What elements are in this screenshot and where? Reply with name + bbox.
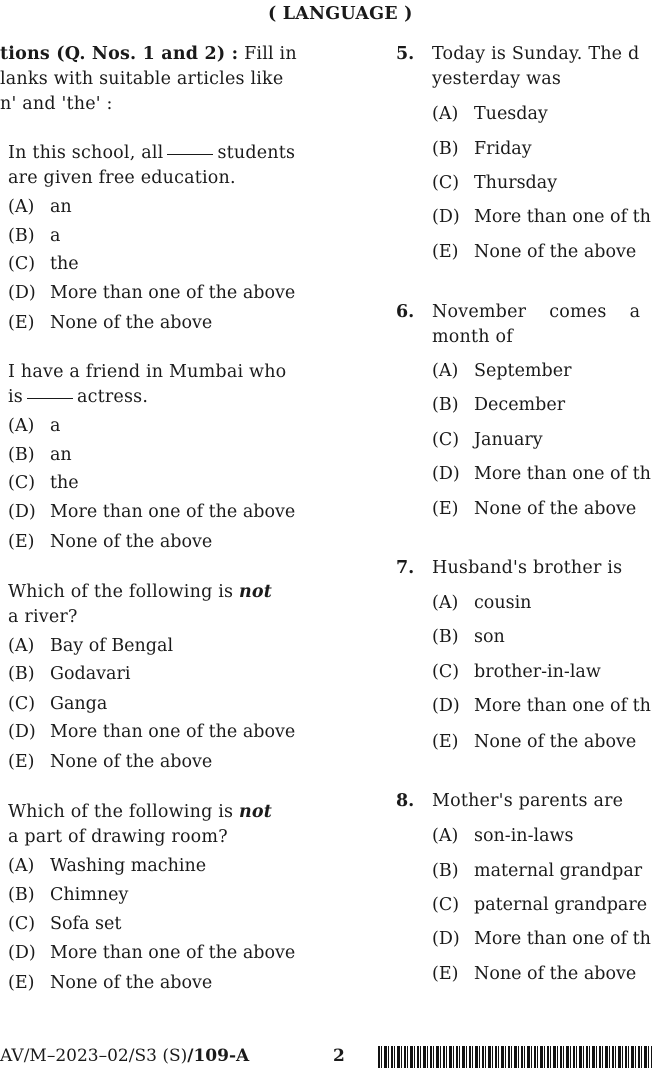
option-c: (C) the (8, 254, 79, 274)
option-d: (D) More than one of the above (8, 722, 296, 742)
option-c: (C) Sofa set (8, 914, 122, 934)
question-8-number: 8. (396, 791, 415, 811)
option-d: (D) More than one of the above (8, 502, 296, 522)
question-6-number: 6. (396, 302, 415, 322)
question-6-stem-line-2: month of (432, 327, 513, 347)
option-b: (B) Godavari (8, 664, 131, 684)
option-a: (A) cousin (432, 593, 532, 613)
option-e: (E) None of the above (8, 973, 213, 993)
option-a: (A) September (432, 361, 572, 381)
question-5-number: 5. (396, 44, 415, 64)
option-c: (C) paternal grandpare (432, 895, 648, 915)
option-c: (C) Thursday (432, 173, 558, 193)
option-e: (E) None of the above (8, 313, 213, 333)
question-4-stem: Which of the following is not (8, 802, 273, 822)
question-5-stem: Today is Sunday. The d (432, 44, 640, 64)
question-7-stem: Husband's brother is (432, 558, 623, 578)
option-c: (C) Ganga (8, 694, 108, 714)
option-c: (C) brother-in-law (432, 662, 601, 682)
option-d: (D) More than one of th (432, 207, 651, 227)
option-b: (B) December (432, 395, 566, 415)
option-e: (E) None of the above (8, 752, 213, 772)
question-3-stem-line-2: a river? (8, 607, 78, 627)
instructions-text: Fill in (244, 44, 297, 64)
barcode (378, 1046, 652, 1068)
section-title: ( LANGUAGE ) (268, 4, 413, 24)
question-1-stem: In this school, all students (8, 143, 296, 163)
question-1-stem-line-2: are given free education. (8, 168, 236, 188)
question-5-stem-line-2: yesterday was (432, 69, 562, 89)
question-7-number: 7. (396, 558, 415, 578)
option-a: (A) an (8, 197, 72, 217)
option-b: (B) maternal grandpar (432, 861, 643, 881)
instructions-line-3: n' and 'the' : (0, 94, 113, 114)
question-8-stem: Mother's parents are (432, 791, 624, 811)
option-b: (B) Friday (432, 139, 532, 159)
question-3-stem: Which of the following is not (8, 582, 273, 602)
option-a: (A) Bay of Bengal (8, 636, 174, 656)
booklet-code: AV/M–2023–02/S3 (S)/109-A (0, 1046, 250, 1066)
option-a: (A) a (8, 416, 61, 436)
option-b: (B) a (8, 226, 61, 246)
option-e: (E) None of the above (432, 499, 637, 519)
option-b: (B) Chimney (8, 885, 129, 905)
option-d: (D) More than one of the above (8, 283, 296, 303)
question-6-stem: November comes a (432, 302, 641, 322)
option-d: (D) More than one of th (432, 929, 651, 949)
option-b: (B) son (432, 627, 505, 647)
option-b: (B) an (8, 445, 72, 465)
option-e: (E) None of the above (432, 964, 637, 984)
option-a: (A) son-in-laws (432, 826, 574, 846)
option-a: (A) Tuesday (432, 104, 548, 124)
question-2-stem: I have a friend in Mumbai who (8, 362, 287, 382)
answer-blank (167, 153, 213, 155)
option-c: (C) the (8, 473, 79, 493)
option-d: (D) More than one of the above (8, 943, 296, 963)
option-e: (E) None of the above (8, 532, 213, 552)
page-number: 2 (333, 1046, 345, 1066)
option-e: (E) None of the above (432, 732, 637, 752)
option-c: (C) January (432, 430, 543, 450)
option-a: (A) Washing machine (8, 856, 207, 876)
question-2-stem-line-2: is actress. (8, 387, 149, 407)
option-e: (E) None of the above (432, 242, 637, 262)
question-4-stem-line-2: a part of drawing room? (8, 827, 228, 847)
instructions-heading: tions (Q. Nos. 1 and 2) : (0, 44, 239, 64)
option-d: (D) More than one of th (432, 464, 651, 484)
instructions-line-2: lanks with suitable articles like (0, 69, 284, 89)
instructions-line-1 (0, 44, 297, 64)
option-d: (D) More than one of th (432, 696, 651, 716)
answer-blank (27, 397, 73, 399)
